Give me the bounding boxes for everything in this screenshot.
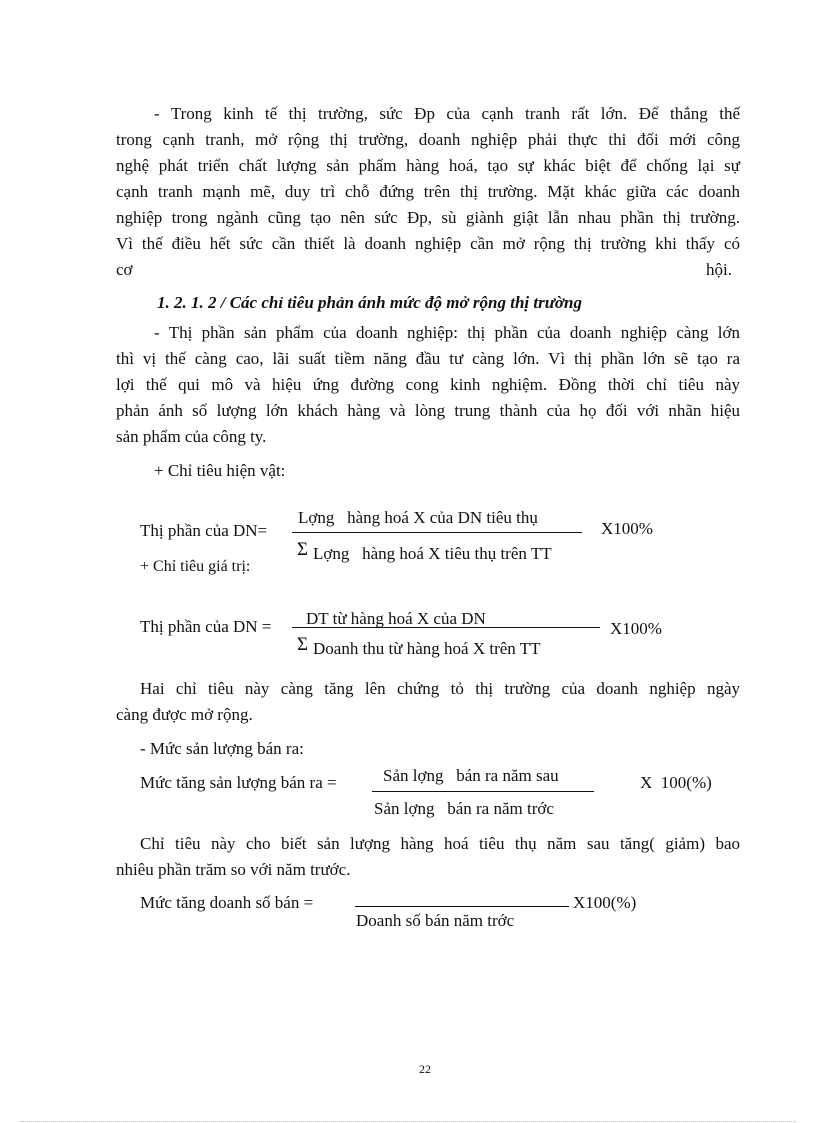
formula2-multiplier: X100% xyxy=(610,619,662,638)
formula3-denominator: Sản lợng bán ra năm trớc xyxy=(374,799,554,818)
para1-line-3: nghệ phát triển chất lượng sản phẩm hàng hoá, tạo sự khác biệt để chống lại sự xyxy=(116,156,740,175)
formula3-lhs: Mức tăng sản lượng bán ra = xyxy=(140,773,337,792)
formula2-lhs: Thị phần của DN = xyxy=(140,617,272,636)
para1-last-right: hội. xyxy=(706,260,732,279)
page-bottom-rule xyxy=(20,1121,796,1122)
formula3-numerator: Sản lợng bán ra năm sau xyxy=(383,766,559,785)
para2-line-5: sản phẩm của công ty. xyxy=(116,427,267,446)
para1-line-6: Vì thế điều hết sức cần thiết là doanh nghiệp cần mở rộng thị trường khi thấy có xyxy=(116,234,740,253)
para2-line-4: phản ánh số lượng lớn khách hàng và lòng trung thành của họ đối với nhãn hiệu xyxy=(116,401,740,420)
para4-line-2: nhiêu phần trăm so với năm trước. xyxy=(116,860,351,879)
para3-line-2: càng được mở rộng. xyxy=(116,705,253,724)
para1-line-1: - Trong kinh tế thị trường, sức Đp của cạnh tranh rất lớn. Để thắng thế xyxy=(154,104,740,123)
formula4-denominator: Doanh số bán năm trớc xyxy=(356,911,515,930)
formula4-lhs: Mức tăng doanh số bán = xyxy=(140,893,314,912)
page-number: 22 xyxy=(419,1062,431,1076)
formula4-fraction-bar xyxy=(355,906,569,907)
para1-line-5: nghiệp trong ngành cũng tạo nên sức Đp, sù giành giật lẫn nhau phần thị trường. xyxy=(116,208,740,227)
formula1-multiplier: X100% xyxy=(601,519,653,538)
sub-heading-sales-volume: - Mức sản lượng bán ra: xyxy=(140,739,304,758)
para4-line-1: Chỉ tiêu này cho biết sản lượng hàng hoá tiêu thụ năm sau tăng( giảm) bao xyxy=(140,834,740,853)
para1-line-4: cạnh tranh mạnh mẽ, duy trì chỗ đứng trên thị trường. Mặt khác giữa các doanh xyxy=(116,182,740,201)
formula1-lhs: Thị phần của DN= xyxy=(140,521,268,540)
para1-line-2: trong cạnh tranh, mở rộng thị trường, doanh nghiệp phải thực thi đổi mới công xyxy=(116,130,740,149)
sub-heading-value: + Chỉ tiêu giá trị: xyxy=(140,558,251,575)
formula1-denominator: Lợng hàng hoá X tiêu thụ trên TT xyxy=(313,544,552,563)
formula3-multiplier: X 100(%) xyxy=(640,773,712,792)
para2-line-2: thì vị thế càng cao, lãi suất tiềm năng đầu tư càng lớn. Vì thị phần lớn sẽ tạo ra xyxy=(116,349,740,368)
para2-line-1: - Thị phần sản phẩm của doanh nghiệp: thị phần của doanh nghiệp càng lớn xyxy=(154,323,740,342)
para3-line-1: Hai chỉ tiêu này càng tăng lên chứng tỏ thị trường của doanh nghiệp ngày xyxy=(140,679,740,698)
section-heading: 1. 2. 1. 2 / Các chỉ tiêu phản ánh mức độ mở rộng thị trường xyxy=(157,293,582,312)
formula2-numerator: DT từ hàng hoá X của DN xyxy=(306,609,486,628)
formula2-fraction-bar xyxy=(292,627,600,628)
para2-line-3: lợi thế qui mô và hiệu ứng đường cong kinh nghiệm. Đồng thời chỉ tiêu này xyxy=(116,375,740,394)
formula3-fraction-bar xyxy=(372,791,594,792)
formula4-multiplier: X100(%) xyxy=(573,893,637,912)
formula1-numerator: Lợng hàng hoá X của DN tiêu thụ xyxy=(298,508,538,527)
sub-heading-physical: + Chỉ tiêu hiện vật: xyxy=(154,461,286,480)
formula2-sigma: Σ xyxy=(297,634,309,655)
formula1-sigma: Σ xyxy=(297,539,309,560)
formula1-fraction-bar xyxy=(292,532,582,533)
para1-last-left: cơ xyxy=(116,260,133,279)
formula2-denominator: Doanh thu từ hàng hoá X trên TT xyxy=(313,639,541,658)
